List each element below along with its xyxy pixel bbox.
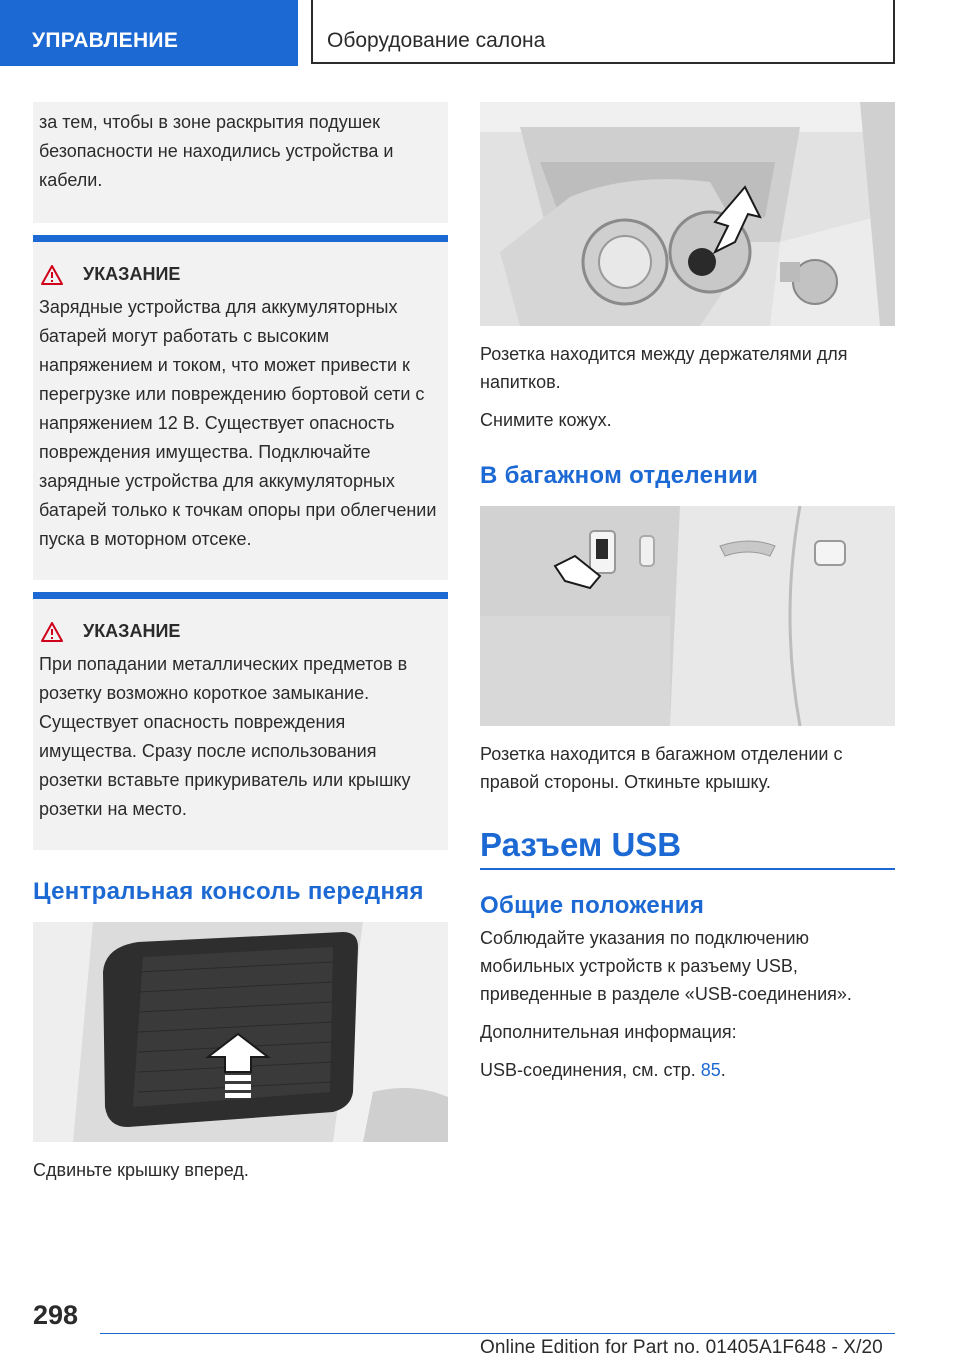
footer-rule <box>100 1333 895 1334</box>
heading-front-console: Центральная консоль передняя <box>33 878 424 905</box>
note-title-1: УКАЗАНИЕ <box>83 264 181 284</box>
chapter-tab: Оборудование салона <box>311 0 895 64</box>
subheading-general: Общие положения <box>480 892 705 919</box>
instruction-remove-cover: Снимите кожух. <box>480 410 612 430</box>
usb-heading-rule <box>480 826 895 870</box>
continued-note-box <box>33 102 448 223</box>
note-box-1 <box>33 235 448 580</box>
warning-triangle-icon <box>41 622 63 642</box>
right-column <box>480 102 895 1084</box>
page-ref-link[interactable]: 85 <box>700 1060 721 1080</box>
photo-console-cover <box>33 922 448 1142</box>
warning-triangle-icon <box>41 265 63 285</box>
usb-reference <box>480 1056 895 1084</box>
usb-reference-end: . <box>720 1060 726 1080</box>
photo-trunk-socket <box>480 506 895 726</box>
caption-socket-location: Розетка находится между держателями для напитков. <box>480 344 848 392</box>
note-text-1: Зарядные устройства для аккумуляторных батарей могут работать с высоким напряжением и током, что может привести к перегрузке или повреждению бортовой сети с напряжением 12 В. Существует опасность повреждения имущества. Подключайте зарядные устройства для аккумуляторных батарей только к точкам опоры при облегчении пуска в моторном отсеке. <box>39 297 437 549</box>
usb-general-text: Соблюдайте указания по подключению мобильных устройств к разъему USB, приведенные в разделе «USB-соединения». <box>480 928 852 1004</box>
more-info-label: Дополнительная информация: <box>480 1022 737 1042</box>
photo-cupholder-socket <box>480 102 895 326</box>
left-column <box>33 102 448 1184</box>
heading-trunk: В багажном отделении <box>480 462 759 489</box>
footer-edition: Online Edition for Part no. 01405A1F648 - X/20 <box>480 1337 883 1358</box>
note-text-2: При попадании металлических предметов в розетку возможно короткое замыкание. Существует опасность повреждения имущества. Сразу после использования розетки вставьте прикуриватель или крышку розетки на место. <box>39 654 411 819</box>
continued-note-text: за тем, чтобы в зоне раскрытия подушек безопасности не находились устройства и кабели. <box>39 112 394 190</box>
caption-slide-cover: Сдвиньте крышку вперед. <box>33 1160 249 1180</box>
page-number: 298 <box>33 1300 79 1330</box>
section-tab: УПРАВЛЕНИЕ <box>0 0 298 66</box>
caption-trunk-socket: Розетка находится в багажном отделении с правой стороны. Откиньте крышку. <box>480 744 843 792</box>
note-heading-1 <box>39 260 442 289</box>
note-box-2 <box>33 592 448 850</box>
heading-usb: Разъем USB <box>480 826 682 863</box>
note-title-2: УКАЗАНИЕ <box>83 621 181 641</box>
usb-reference-text: USB-соединения, см. стр. <box>480 1060 701 1080</box>
note-heading-2 <box>39 617 442 646</box>
